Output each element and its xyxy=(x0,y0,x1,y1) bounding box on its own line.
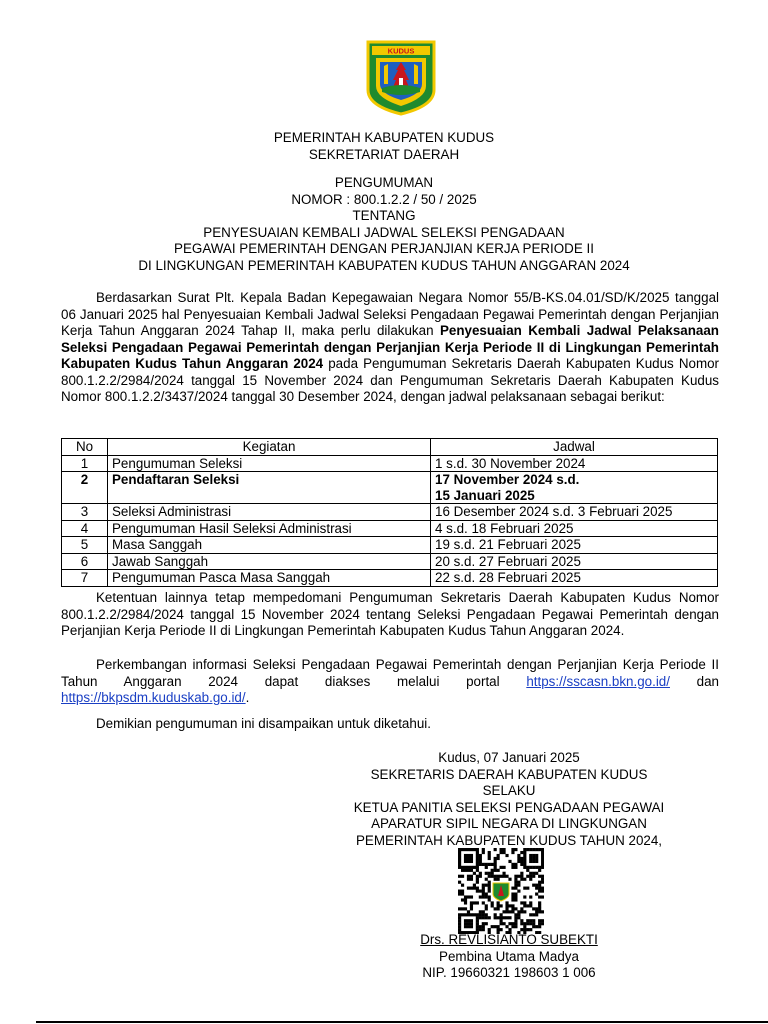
table-row xyxy=(62,455,718,472)
info-paragraph xyxy=(61,657,719,707)
provisions-paragraph xyxy=(61,590,719,640)
cell-no: 5 xyxy=(62,537,108,554)
government-name: PEMERINTAH KABUPATEN KUDUS xyxy=(273,130,495,145)
table-row xyxy=(62,553,718,570)
table-row xyxy=(62,472,718,504)
cell-kegiatan: Pengumuman Seleksi xyxy=(108,455,431,472)
announcement-heading xyxy=(0,175,768,274)
cell-kegiatan: Masa Sanggah xyxy=(108,537,431,554)
cell-jadwal: 4 s.d. 18 Februari 2025 xyxy=(431,520,718,537)
intro-bold-text: Penyesuaian Kembali Jadwal Pelaksanaan Seleksi Pengadaan Pegawai Pemerintah dengan Perjanjian Kerja Periode II di Lingkungan Pemerintah Kabupaten Kudus Tahun Anggaran 2024 xyxy=(61,323,719,371)
signatory-title: KETUA PANITIA SELEKSI PENGADAAN PEGAWAI xyxy=(353,799,665,815)
cell-no: 6 xyxy=(62,553,108,570)
qr-center-emblem-icon xyxy=(493,883,509,901)
column-header-jadwal: Jadwal xyxy=(431,439,718,456)
signer-block xyxy=(300,932,718,982)
cell-no: 1 xyxy=(62,455,108,472)
cell-jadwal: 20 s.d. 27 Februari 2025 xyxy=(431,553,718,570)
info-end: . xyxy=(245,690,250,705)
cell-jadwal: 1 s.d. 30 November 2024 xyxy=(431,455,718,472)
intro-paragraph xyxy=(61,290,719,406)
title-line: DI LINGKUNGAN PEMERINTAH KABUPATEN KUDUS TAHUN ANGGARAN 2024 xyxy=(138,257,630,273)
intro-text-end: pada Pengumuman Sekretaris Daerah Kabupaten Kudus Nomor 800.1.2.2/2984/2024 tanggal 15 November 2024 dan Pengumuman Sekretaris Daerah Kabupaten Kudus Nomor 800.1.2.2/3437/2024 tanggal 30 Desember 2024, dengan jadwal pelaksanaan sebagai berikut: xyxy=(61,356,720,404)
title-line: PEGAWAI PEMERINTAH DENGAN PERJANJIAN KERJA PERIODE II xyxy=(174,241,594,256)
letterhead xyxy=(0,130,768,163)
signatory-title: APARATUR SIPIL NEGARA DI LINGKUNGAN xyxy=(371,816,647,831)
table-row xyxy=(62,520,718,537)
cell-no: 2 xyxy=(62,472,108,504)
cell-jadwal xyxy=(431,472,718,504)
signatory-title: SEKRETARIS DAERAH KABUPATEN KUDUS xyxy=(370,766,648,782)
document-number: NOMOR : 800.1.2.2 / 50 / 2025 xyxy=(291,191,477,207)
signatory-title: SELAKU xyxy=(482,783,536,798)
sscasn-link[interactable]: https://sscasn.bkn.go.id/ xyxy=(526,673,670,689)
signatory-title: PEMERINTAH KABUPATEN KUDUS TAHUN 2024, xyxy=(355,832,663,848)
signature-block xyxy=(300,750,718,849)
schedule-table xyxy=(61,438,718,587)
signer-name: Drs. REVLISIANTO SUBEKTI xyxy=(420,932,598,947)
cell-no: 7 xyxy=(62,570,108,587)
cell-jadwal: 16 Desember 2024 s.d. 3 Februari 2025 xyxy=(431,504,718,521)
jadwal-line: 17 November 2024 s.d. xyxy=(435,472,580,487)
cell-kegiatan: Pengumuman Hasil Seleksi Administrasi xyxy=(108,520,431,537)
qr-code-signature xyxy=(458,848,544,934)
column-header-no: No xyxy=(62,439,108,456)
about-label: TENTANG xyxy=(352,208,416,223)
document-type: PENGUMUMAN xyxy=(334,175,434,190)
column-header-kegiatan: Kegiatan xyxy=(108,439,431,456)
table-row xyxy=(62,537,718,554)
signer-rank: Pembina Utama Madya xyxy=(439,948,579,964)
office-name: SEKRETARIAT DAERAH xyxy=(308,146,460,162)
cell-kegiatan: Seleksi Administrasi xyxy=(108,504,431,521)
cell-kegiatan: Pengumuman Pasca Masa Sanggah xyxy=(108,570,431,587)
kudus-regency-emblem xyxy=(366,40,436,116)
table-row xyxy=(62,504,718,521)
bkpsdm-link[interactable]: https://bkpsdm.kuduskab.go.id/ xyxy=(61,690,246,705)
cell-jadwal: 19 s.d. 21 Februari 2025 xyxy=(431,537,718,554)
jadwal-line: 15 Januari 2025 xyxy=(435,487,535,503)
emblem-text: KUDUS xyxy=(387,46,415,56)
signer-nip: NIP. 19660321 198603 1 006 xyxy=(422,965,596,980)
cell-no: 3 xyxy=(62,504,108,521)
closing-text: Demikian pengumuman ini disampaikan untuk diketahui. xyxy=(96,716,431,731)
info-text: Perkembangan informasi Seleksi Pengadaan Pegawai Pemerintah dengan Perjanjian Kerja Periode II Tahun Anggaran 2024 dapat diakses melalui portal xyxy=(61,657,719,689)
footer-divider xyxy=(36,1021,768,1023)
title-line: PENYESUAIAN KEMBALI JADWAL SELEKSI PENGADAAN xyxy=(203,224,565,240)
info-and: dan xyxy=(669,673,720,689)
closing-paragraph xyxy=(61,716,719,733)
cell-jadwal: 22 s.d. 28 Februari 2025 xyxy=(431,570,718,587)
intro-text: Berdasarkan Surat Plt. Kepala Badan Kepegawaian Negara Nomor 55/B-KS.04.01/SD/K/2025 tanggal 06 Januari 2025 hal Penyesuaian Kembali Jadwal Seleksi Pengadaan Pegawai Pemerintah dengan Perjanjian Kerja Tahun Anggaran 2024 Tahap II, maka perlu dilakukan xyxy=(61,290,719,338)
cell-kegiatan: Jawab Sanggah xyxy=(108,553,431,570)
cell-no: 4 xyxy=(62,520,108,537)
table-row xyxy=(62,570,718,587)
cell-kegiatan: Pendaftaran Seleksi xyxy=(108,472,431,504)
place-date: Kudus, 07 Januari 2025 xyxy=(438,750,580,765)
table-header-row xyxy=(62,439,718,456)
provisions-text: Ketentuan lainnya tetap mempedomani Pengumuman Sekretaris Daerah Kabupaten Kudus Nomor 800.1.2.2/2984/2024 tanggal 15 November 2024 tentang Seleksi Pengadaan Pegawai Pemerintah dengan Perjanjian Kerja Periode II di Lingkungan Pemerintah Kabupaten Kudus Tahun Anggaran 2024. xyxy=(61,590,719,638)
